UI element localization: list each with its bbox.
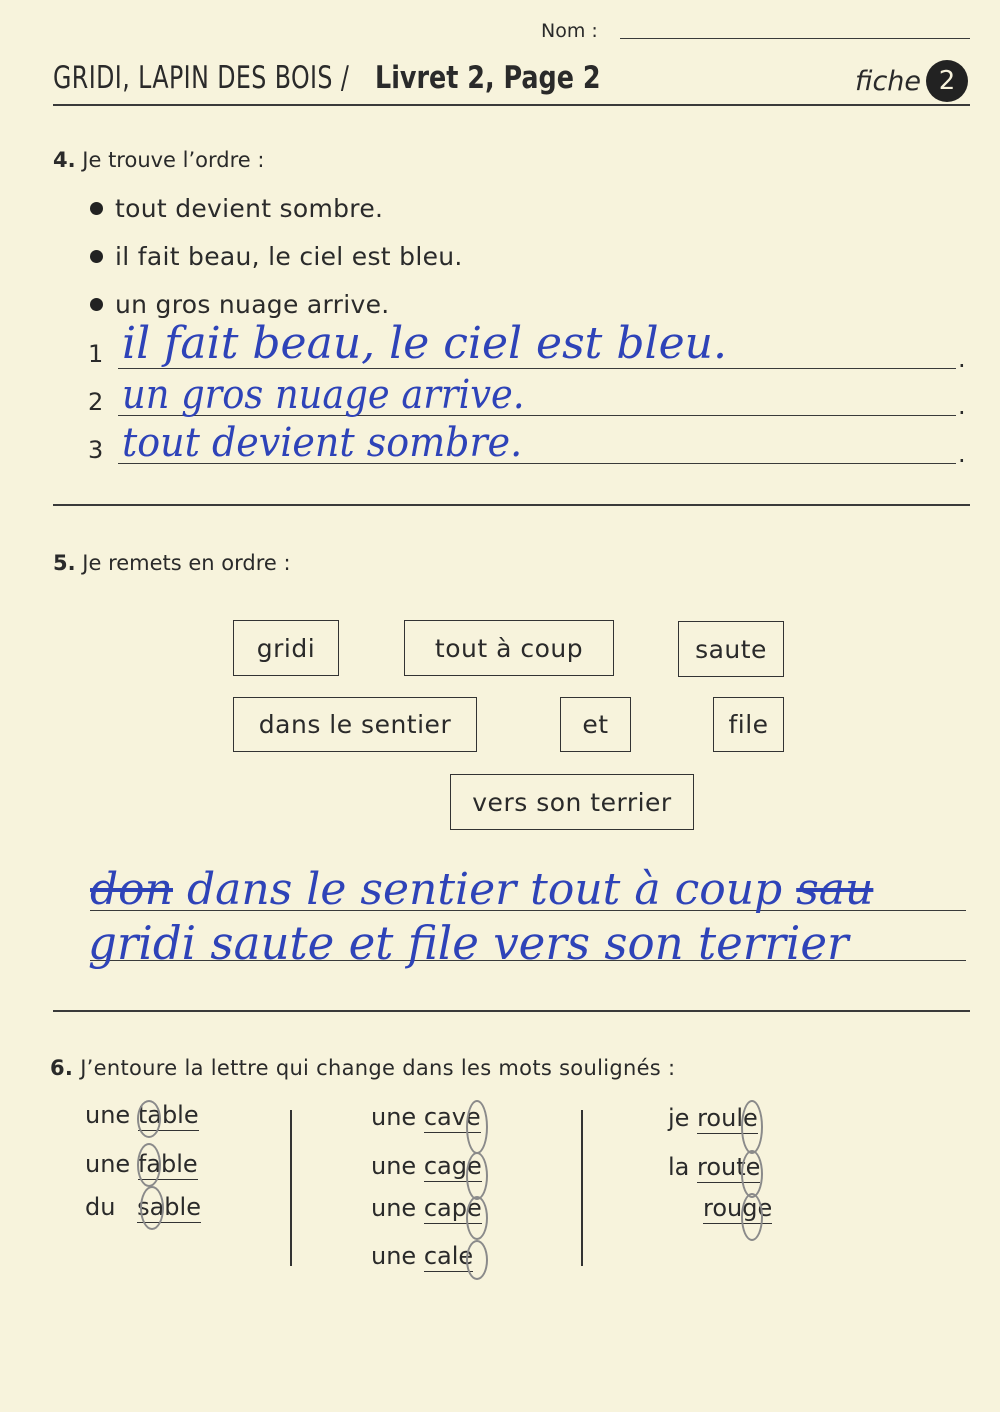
handwritten-answer-1: il fait beau, le ciel est bleu. — [122, 318, 727, 369]
word-pair: une table — [85, 1101, 199, 1129]
word-pair: une cave — [371, 1103, 481, 1131]
line-number: 1 — [88, 340, 104, 368]
ex6-number: 6. — [50, 1056, 74, 1080]
bullet-icon — [90, 298, 103, 311]
underlined-word[interactable]: cape — [423, 1194, 482, 1222]
fiche-number-badge — [926, 60, 968, 102]
line-number: 2 — [88, 388, 104, 416]
ex4-item: il fait beau, le ciel est bleu. — [90, 242, 463, 271]
word-pair: je roule — [668, 1104, 758, 1132]
circled-letter-mark — [741, 1150, 763, 1198]
crossed-out-word: don — [90, 864, 173, 915]
underlined-word[interactable]: roule — [697, 1104, 758, 1132]
word-box[interactable]: et — [560, 697, 631, 752]
bullet-icon — [90, 250, 103, 263]
word-pair: du sable — [85, 1193, 201, 1221]
circled-letter-mark — [466, 1240, 488, 1280]
handwritten-answer-3: tout devient sombre. — [122, 420, 523, 466]
circled-letter-mark — [466, 1196, 488, 1240]
answer-text: dans le sentier tout à coup — [187, 864, 783, 915]
column-divider — [581, 1110, 583, 1266]
fiche-label: fiche — [855, 66, 922, 97]
circled-letter-mark — [466, 1152, 488, 1200]
ex4-heading — [53, 148, 264, 172]
name-line[interactable] — [620, 38, 970, 39]
handwritten-answer-line-1 — [90, 864, 873, 915]
circled-letter-mark — [137, 1100, 161, 1138]
underlined-word[interactable]: cave — [423, 1103, 481, 1131]
underlined-word[interactable]: sable — [137, 1193, 201, 1221]
fiche-number: 2 — [938, 66, 956, 96]
handwritten-answer-line-2: gridi saute et file vers son terrier — [88, 916, 849, 970]
ex6-heading — [50, 1056, 675, 1080]
line-end-dot: . — [958, 392, 966, 420]
handwritten-answer-2: un gros nuage arrive. — [122, 372, 525, 418]
word-box[interactable]: vers son terrier — [450, 774, 694, 830]
bullet-icon — [90, 202, 103, 215]
ex5-number: 5. — [53, 551, 76, 575]
word-pair: une cape — [371, 1194, 482, 1222]
circled-letter-mark — [741, 1100, 763, 1154]
circled-letter-mark — [741, 1193, 763, 1241]
title-right: Livret 2, Page 2 — [375, 60, 601, 96]
word-pair: une cale — [371, 1242, 474, 1270]
ex4-item: un gros nuage arrive. — [90, 290, 390, 319]
word-box[interactable]: tout à coup — [404, 620, 614, 676]
line-number: 3 — [88, 436, 104, 464]
crossed-out-word: sau — [796, 864, 874, 915]
ex4-instruction: Je trouve l’ordre : — [82, 148, 265, 172]
circled-letter-mark — [140, 1186, 164, 1230]
word-box[interactable]: gridi — [233, 620, 339, 676]
circled-letter-mark — [466, 1100, 488, 1154]
page-title — [53, 60, 402, 96]
line-end-dot: . — [958, 440, 966, 468]
circled-letter-mark — [137, 1143, 161, 1187]
ex6-instruction: J’entoure la lettre qui change dans les mots soulignés : — [80, 1056, 676, 1080]
word-box[interactable]: file — [713, 697, 784, 752]
underlined-word[interactable]: rouge — [703, 1194, 773, 1222]
title-left: GRIDI, LAPIN DES BOIS / — [53, 60, 350, 96]
word-pair: la route — [668, 1153, 761, 1181]
word-pair: une fable — [85, 1150, 198, 1178]
word-box[interactable]: saute — [678, 621, 784, 677]
name-label: Nom : — [541, 20, 598, 42]
line-end-dot: . — [958, 345, 966, 373]
section-divider — [53, 504, 970, 506]
underlined-word[interactable]: fable — [137, 1150, 198, 1178]
underlined-word[interactable]: cale — [423, 1242, 474, 1270]
word-pair: une cage — [371, 1152, 482, 1180]
underlined-word[interactable]: cage — [423, 1152, 482, 1180]
underlined-word[interactable]: route — [697, 1153, 761, 1181]
ex4-number: 4. — [53, 148, 76, 172]
column-divider — [290, 1110, 292, 1266]
ex5-instruction: Je remets en ordre : — [82, 551, 291, 575]
header-rule — [53, 104, 970, 106]
ex4-item: tout devient sombre. — [90, 194, 383, 223]
word-box[interactable]: dans le sentier — [233, 697, 477, 752]
underlined-word[interactable]: table — [137, 1101, 199, 1129]
ex5-heading — [53, 551, 291, 575]
section-divider — [53, 1010, 970, 1012]
